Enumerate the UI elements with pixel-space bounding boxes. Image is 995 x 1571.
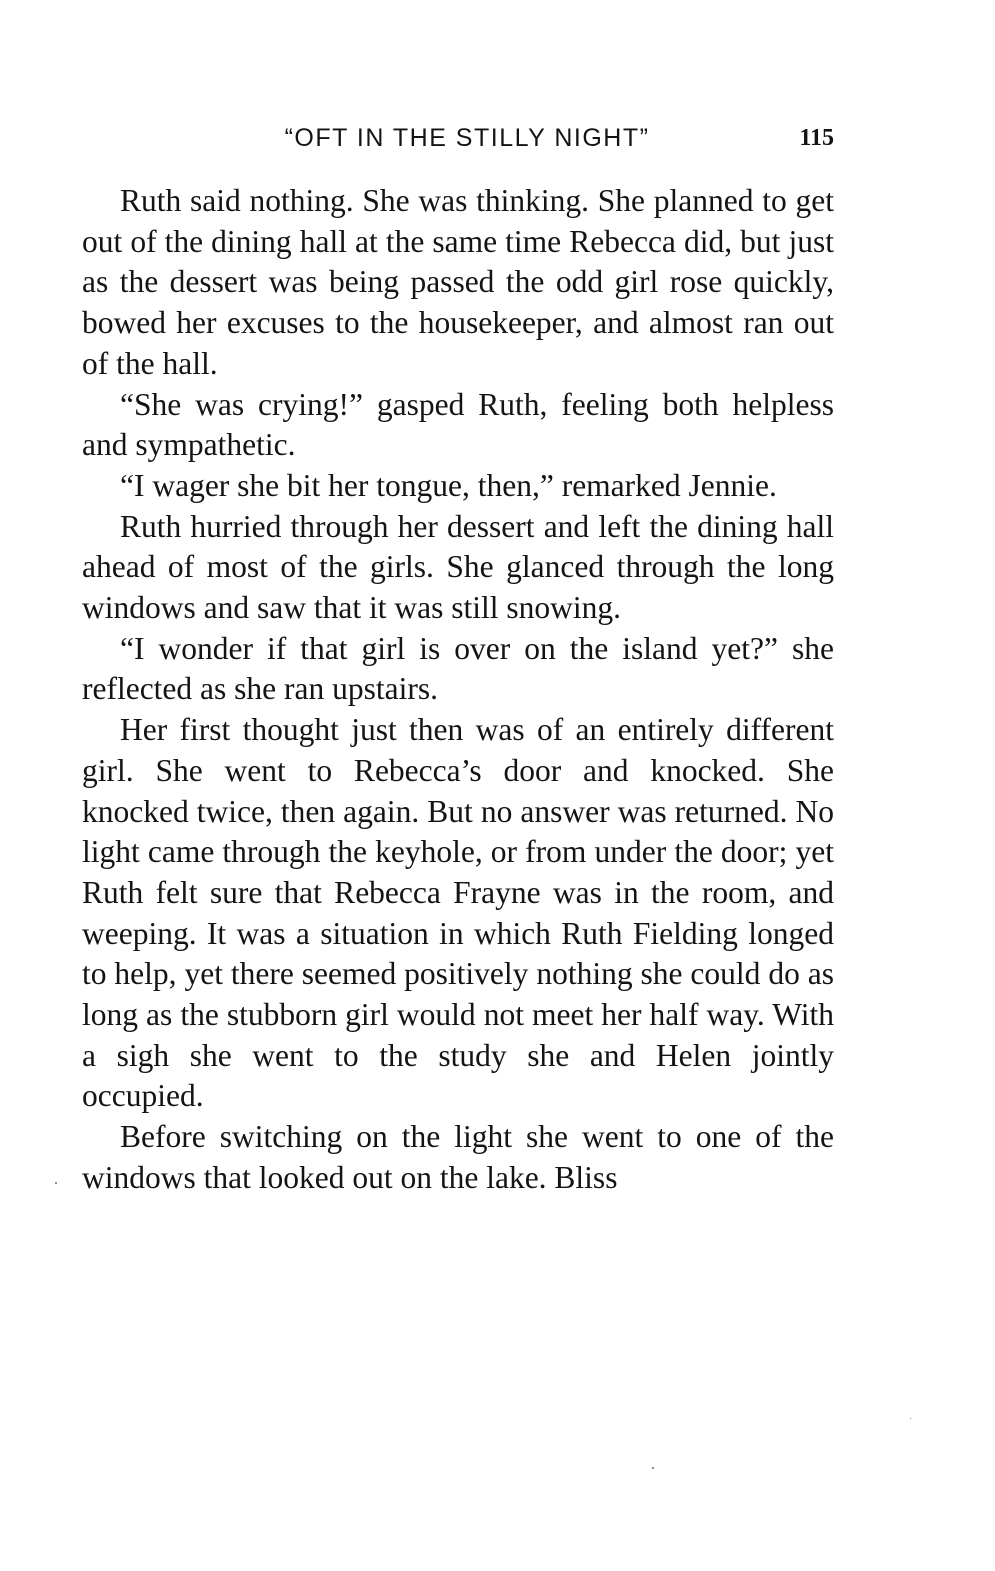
scan-speck bbox=[652, 1467, 654, 1469]
paragraph: “I wonder if that girl is over on the island yet?” she reflected as she ran upstairs. bbox=[82, 630, 834, 707]
scan-speck bbox=[910, 1418, 911, 1419]
running-head bbox=[82, 118, 834, 158]
paragraph: “I wager she bit her tongue, then,” remarked Jennie. bbox=[120, 467, 777, 503]
paragraph: “She was crying!” gasped Ruth, feeling both helpless and sympathetic. bbox=[82, 386, 834, 463]
paragraph: Before switching on the light she went to one of the windows that looked out on the lake. Bliss bbox=[82, 1119, 834, 1195]
body-text bbox=[82, 181, 834, 1199]
page-number: 115 bbox=[799, 125, 834, 151]
chapter-title: “OFT IN THE STILLY NIGHT” bbox=[284, 124, 650, 152]
paragraph: Ruth hurried through her dessert and left the dining hall ahead of most of the girls. She glanced through the long windows and saw that it was still snowing. bbox=[82, 508, 834, 626]
scan-speck bbox=[55, 1182, 57, 1184]
paragraph: Ruth said nothing. She was thinking. She planned to get out of the dining hall at the same time Rebecca did, but just as the dessert was being passed the odd girl rose quickly, bowed her excuses to the housekeeper, and almost ran out of the hall. bbox=[82, 183, 834, 381]
paragraph: Her first thought just then was of an entirely different girl. She went to Rebecca’s door and knocked. She knocked twice, then again. But no answer was returned. No light came through the keyhole, or from under the door; yet Ruth felt sure that Rebecca Frayne was in the room, and weeping. It was a situation in which Ruth Fielding longed to help, yet there seemed positively nothing she could do as long as the stubborn girl would not meet her half way. With a sigh she went to the study she and Helen jointly occupied. bbox=[82, 712, 834, 1114]
